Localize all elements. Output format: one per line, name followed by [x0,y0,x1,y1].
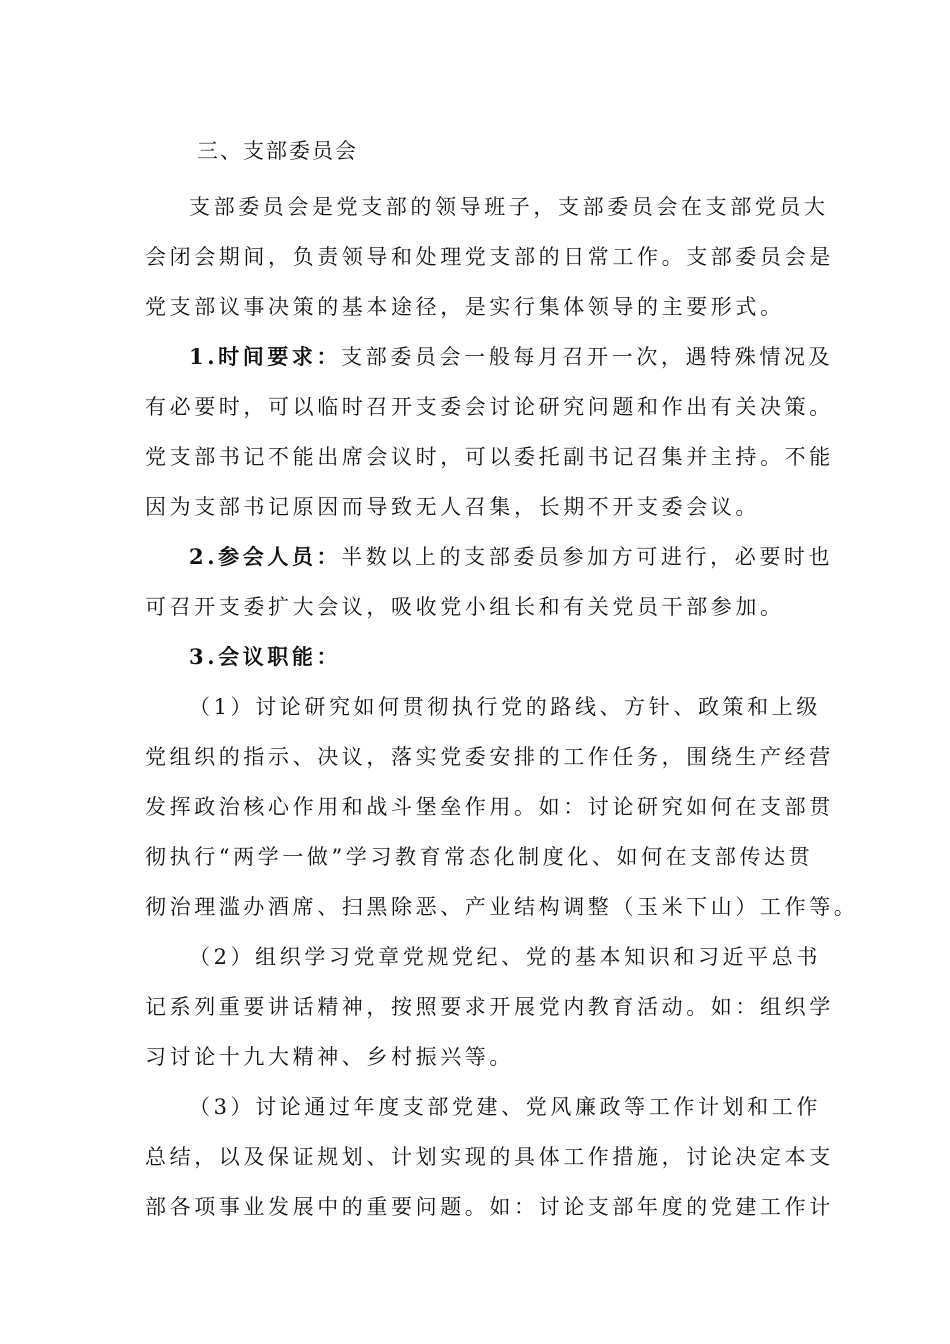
item-attendees [145,532,834,632]
paragraph-line: 因为支部书记原因而导致无人召集，长期不开支委会议。 [145,495,760,519]
paragraph-line: （3）讨论通过年度支部党建、党风廉政等工作计划和工作 [189,1095,821,1119]
paragraph-line: 部各项事业发展中的重要问题。如：讨论支部年度的党建工作计 [145,1195,834,1219]
intro-paragraph [145,182,834,332]
paragraph-line: （2）组织学习党章党规党纪、党的基本知识和习近平总书 [189,945,821,969]
item-meeting-functions [145,632,805,682]
paragraph-line: 会闭会期间，负责领导和处理党支部的日常工作。支部委员会是 [145,245,834,269]
paragraph-line: （1）讨论研究如何贯彻执行党的路线、方针、政策和上级 [189,695,821,719]
paragraph-line [145,532,834,582]
paragraph-line: 总结，以及保证规划、计划实现的具体工作措施，讨论决定本支 [145,1145,834,1169]
section-heading: 三、支部委员会 [197,139,358,163]
document-body [145,126,859,1232]
paragraph-line: 发挥政治核心作用和战斗堡垒作用。如：讨论研究如何在支部贯 [145,795,834,819]
item-text: 半数以上的支部委员参加方可进行，必要时也 [341,545,834,569]
paragraph-line: 记系列重要讲话精神，按照要求开展党内教育活动。如：组织学 [145,995,834,1019]
item-text: 支部委员会一般每月召开一次，遇特殊情况及 [341,345,834,369]
paragraph-line: 支部委员会是党支部的领导班子，支部委员会在支部党员大 [189,195,829,219]
paragraph-line: 彻治理滥办酒席、扫黑除恶、产业结构调整（玉米下山）工作等。 [145,895,859,919]
item-label: 3.会议职能： [189,644,342,669]
paragraph-line: 可召开支委扩大会议，吸收党小组长和有关党员干部参加。 [145,595,785,619]
item-label: 1.时间要求： [189,344,342,369]
paragraph-line [145,332,834,382]
paragraph-line: 党组织的指示、决议，落实党委安排的工作任务，围绕生产经营 [145,745,834,769]
sub-item-2 [145,932,834,1082]
paragraph-line: 彻执行“两学一做”学习教育常态化制度化、如何在支部传达贯 [145,845,814,869]
item-label: 2.参会人员： [189,544,342,569]
paragraph-line: 有必要时，可以临时召开支委会讨论研究问题和作出有关决策。 [145,395,834,419]
sub-item-1 [145,682,859,932]
sub-item-3 [145,1082,834,1232]
paragraph-line: 习讨论十九大精神、乡村振兴等。 [145,1045,514,1069]
paragraph-line: 党支部议事决策的基本途径，是实行集体领导的主要形式。 [145,295,785,319]
item-time-requirements [145,332,834,532]
paragraph-line: 党支部书记不能出席会议时，可以委托副书记召集并主持。不能 [145,445,834,469]
